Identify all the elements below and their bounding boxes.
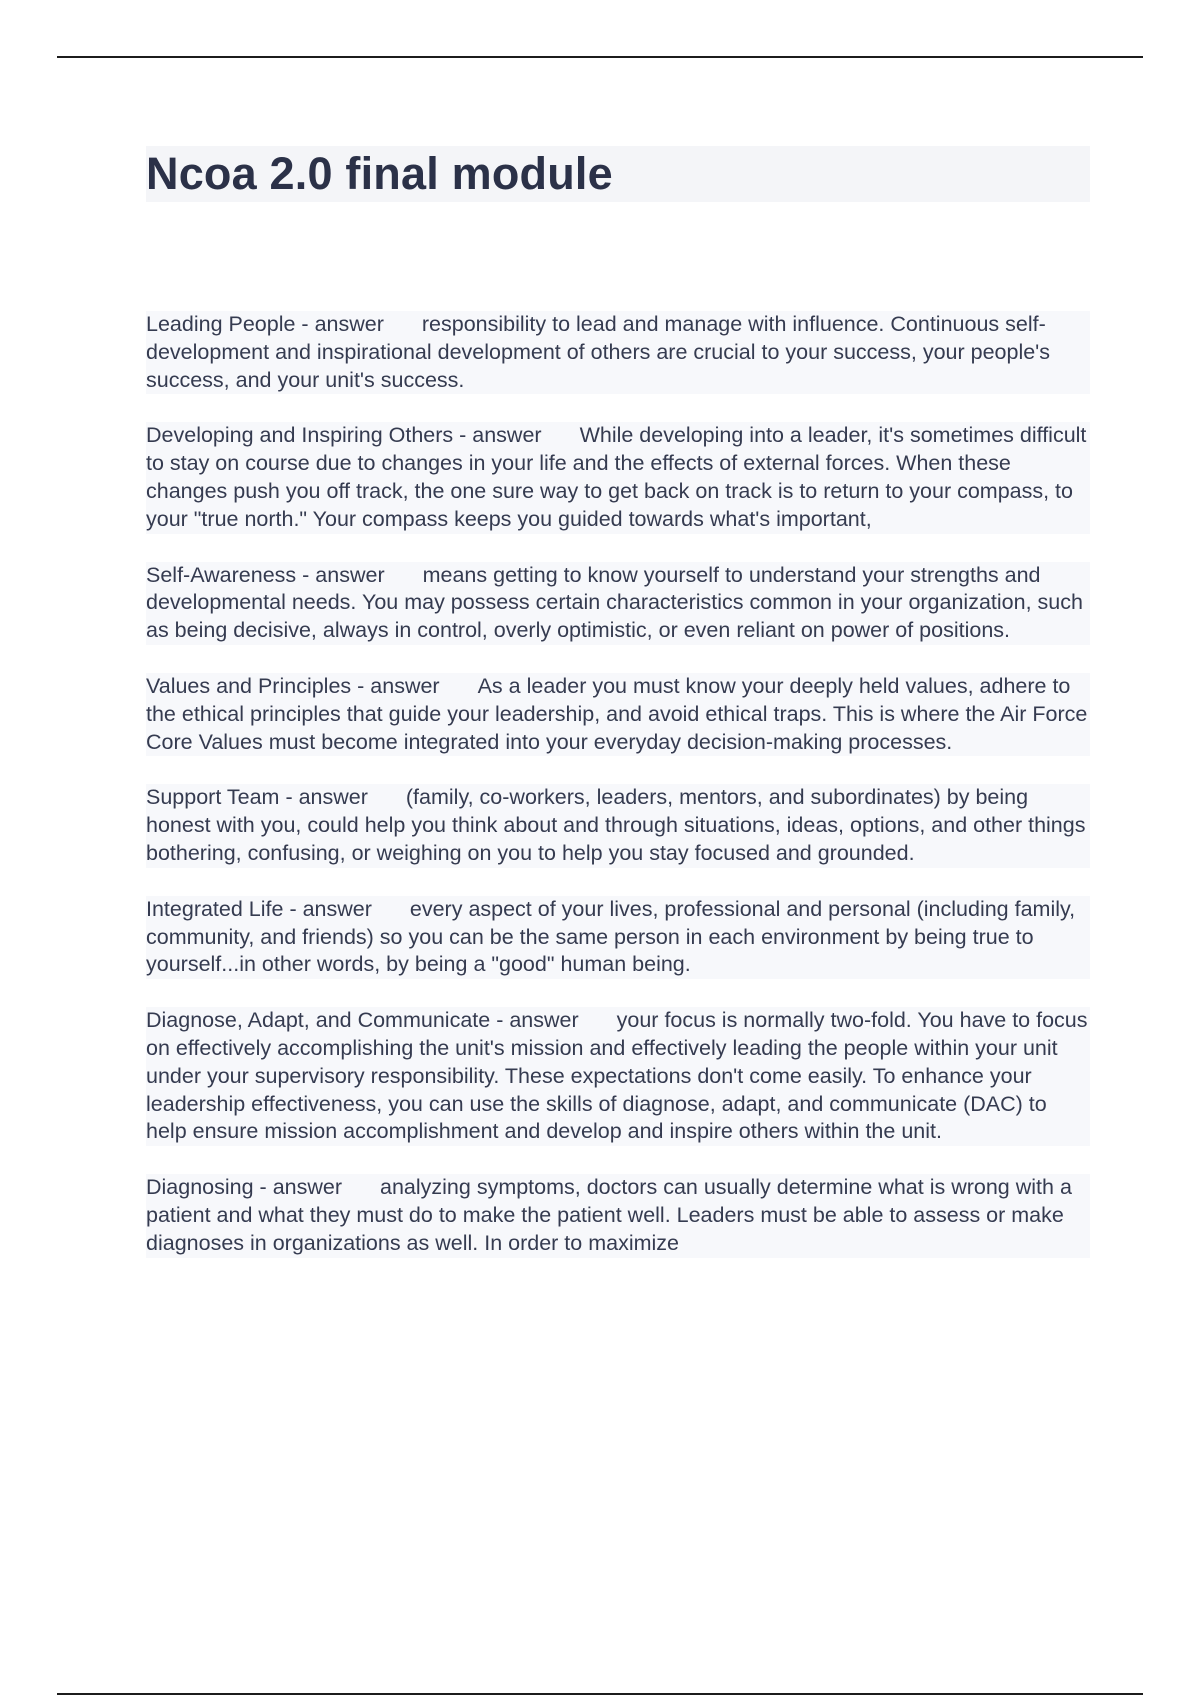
entry-term: Leading People (146, 312, 296, 336)
entry-term: Diagnose, Adapt, and Communicate (146, 1008, 491, 1033)
entry-definition: As a leader you must know your deeply held values, adhere to the ethical principles that guide your leadership, and avoid ethical traps. This is where the Air Force Core Values must become integrated into your everyday decision-making processes. (146, 673, 1088, 754)
flashcard-entry (146, 784, 1090, 867)
entry-separator: - (295, 312, 315, 336)
entry-definition: your focus is normally two-fold. You have to focus on effectively accomplishing the unit's mission and effectively leading the people within your unit under your supervisory responsibility. These expectations don't come easily. To enhance your leadership effectiveness, you can use the skills of diagnose, adapt, and communicate (DAC) to help ensure mission accomplishment and develop and inspire others within the unit. (146, 1008, 1088, 1144)
title-block (146, 146, 1090, 202)
flashcard-entry (146, 1007, 1090, 1146)
flashcard-entry (146, 422, 1090, 533)
entry-term: Self-Awareness (146, 562, 297, 587)
answer-label: answer (272, 1175, 342, 1200)
entry-definition: responsibility to lead and manage with influence. Continuous self-development and inspirational development of others are crucial to your success, your people's success, and your unit's success. (146, 312, 1051, 392)
bottom-rule (57, 1693, 1143, 1695)
entry-term: Developing and Inspiring Others (146, 423, 454, 448)
entry-term: Diagnosing (146, 1175, 254, 1200)
answer-label: answer (509, 1008, 579, 1033)
flashcard-entry (146, 673, 1090, 756)
top-rule (57, 56, 1143, 58)
answer-label: answer (370, 673, 440, 698)
flashcard-list (146, 311, 1090, 1286)
answer-label: answer (472, 423, 542, 448)
answer-label: answer (315, 562, 385, 587)
entry-separator: - (453, 423, 473, 448)
flashcard-entry (146, 562, 1090, 645)
flashcard-entry (146, 1174, 1090, 1257)
flashcard-entry (146, 896, 1090, 979)
entry-term: Support Team (146, 785, 280, 810)
answer-label: answer (302, 896, 372, 921)
entry-definition: every aspect of your lives, professional and personal (including family, community, and friends) so you can be the same person in each environment by being true to yourself...in other words, by being a "good" human being. (146, 896, 1076, 977)
entry-term: Integrated Life (146, 896, 284, 921)
entry-separator: - (253, 1175, 273, 1200)
entry-definition: means getting to know yourself to understand your strengths and developmental needs. You may possess certain characteristics common in your organization, such as being decisive, always in control, overly optimistic, or even reliant on power of positions. (146, 562, 1083, 643)
entry-definition: analyzing symptoms, doctors can usually determine what is wrong with a patient and what they must do to make the patient well. Leaders must be able to assess or make diagnoses in organizations as well. In order to maximize (146, 1175, 1072, 1255)
entry-definition: While developing into a leader, it's sometimes difficult to stay on course due to changes in your life and the effects of external forces. When these changes push you off track, the one sure way to get back on track is to return to your compass, to your "true north." Your compass keeps you guided towards what's important, (146, 423, 1087, 531)
entry-separator: - (283, 896, 303, 921)
entry-separator: - (296, 562, 316, 587)
entry-term: Values and Principles (146, 673, 352, 698)
page-title: Ncoa 2.0 final module (146, 148, 613, 199)
answer-label: answer (314, 312, 384, 336)
flashcard-entry (146, 311, 1090, 394)
answer-label: answer (298, 785, 368, 810)
entry-separator: - (279, 785, 299, 810)
entry-definition: (family, co-workers, leaders, mentors, and subordinates) by being honest with you, could help you think about and through situations, ideas, options, and other things bothering, confusing, or weighing on you to help you stay focused and grounded. (146, 785, 1086, 865)
entry-separator: - (490, 1008, 510, 1033)
entry-separator: - (351, 673, 371, 698)
